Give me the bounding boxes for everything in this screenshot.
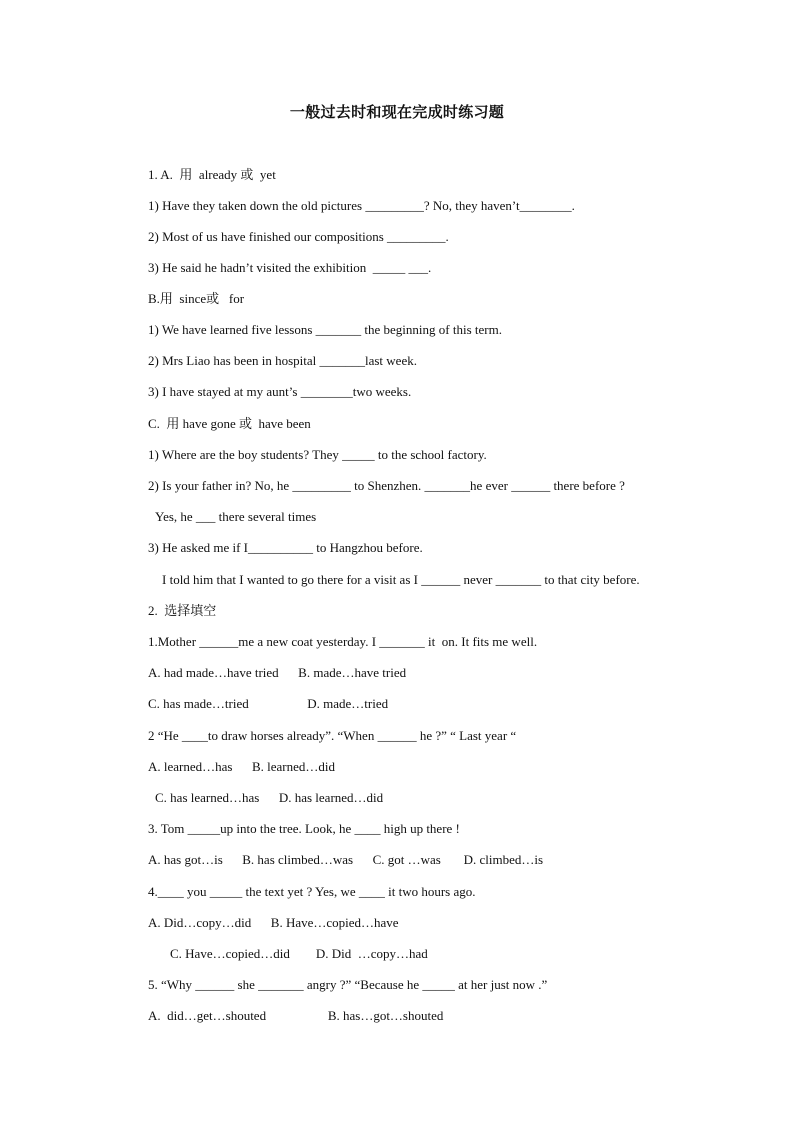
question-line: 2 “He ____to draw horses already”. “When ______ he ?” “ Last year “ (148, 728, 517, 743)
section-1a-heading: 1. A. 用 already 或 yet (148, 167, 276, 182)
options-line: A. did…get…shouted B. has…got…shouted (148, 1008, 444, 1023)
options-line: A. Did…copy…did B. Have…copied…have (148, 915, 399, 930)
exercise-line: 2) Most of us have finished our compositions _________. (148, 229, 449, 244)
exercise-line: 1) We have learned five lessons _______ the beginning of this term. (148, 322, 502, 337)
exercise-line: 3) He said he hadn’t visited the exhibition _____ ___. (148, 260, 432, 275)
options-line: C. Have…copied…did D. Did …copy…had (170, 946, 428, 961)
section-1b-heading: B.用 since或 for (148, 291, 245, 306)
question-line: 3. Tom _____up into the tree. Look, he ____ high up there ! (148, 821, 460, 836)
page-title: 一般过去时和现在完成时练习题 (289, 105, 505, 121)
options-line: C. has learned…has D. has learned…did (155, 790, 384, 805)
question-line: 5. “Why ______ she _______ angry ?” “Because he _____ at her just now .” (148, 977, 548, 992)
options-line: A. had made…have tried B. made…have tried (148, 665, 407, 680)
question-line: 4.____ you _____ the text yet ? Yes, we ____ it two hours ago. (148, 884, 476, 899)
exercise-line: Yes, he ___ there several times (155, 509, 317, 524)
exercise-line: 3) I have stayed at my aunt’s ________two weeks. (148, 384, 412, 399)
exercise-line: 2) Is your father in? No, he _________ to Shenzhen. _______he ever ______ there before ? (148, 478, 625, 493)
options-line: A. learned…has B. learned…did (148, 759, 336, 774)
exercise-line: 1) Have they taken down the old pictures _________? No, they haven’t________. (148, 198, 575, 213)
question-line: 1.Mother ______me a new coat yesterday. I _______ it on. It fits me well. (148, 634, 538, 649)
exercise-line: I told him that I wanted to go there for a visit as I ______ never _______ to that city before. (162, 572, 640, 587)
section-1c-heading: C. 用 have gone 或 have been (148, 416, 311, 431)
exercise-line: 3) He asked me if I__________ to Hangzhou before. (148, 540, 423, 555)
options-line: C. has made…tried D. made…tried (148, 696, 389, 711)
exercise-line: 1) Where are the boy students? They _____ to the school factory. (148, 447, 487, 462)
section-2-heading: 2. 选择填空 (148, 603, 217, 618)
exercise-line: 2) Mrs Liao has been in hospital _______last week. (148, 353, 417, 368)
options-line: A. has got…is B. has climbed…was C. got …was D. climbed…is (148, 852, 544, 867)
